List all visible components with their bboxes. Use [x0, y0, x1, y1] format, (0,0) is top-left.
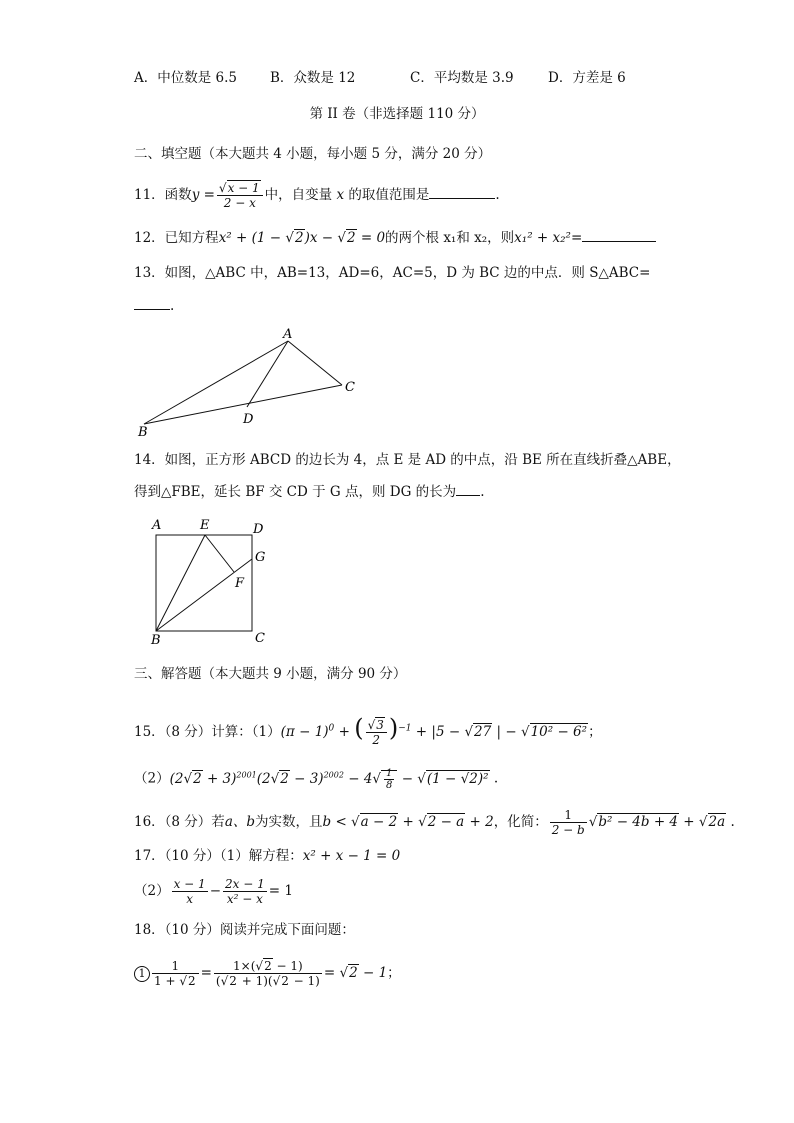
q18-fraction-right: $\frac{1\times(√2 - 1)}{(√2 + 1)(√2 - 1)}$: [215, 959, 320, 988]
q11-prefix: 11．函数: [134, 187, 192, 203]
q11-end: .: [495, 187, 500, 203]
q15-end: ；: [588, 724, 602, 740]
q15-expr2: $(2√2 + 3)^{2001}(2√2 - 3)^{2002} - 4√$ $\frac{1}{8}$ − √(1 − √2)²: [169, 767, 489, 791]
option-d: D．方差是 6: [548, 70, 626, 86]
q17-eq2-end: = 1: [268, 883, 293, 899]
q15-part2-prefix: （2）: [134, 770, 170, 787]
q13-answer-blank[interactable]: [134, 297, 170, 310]
question-11: [134, 178, 500, 212]
question-17-part2: （2） $\frac{x - 1}{x}$ − $\frac{2x - 1}{\text{x² − x}}$ = 1: [134, 877, 293, 906]
option-a: A．中位数是 6.5: [134, 70, 238, 86]
q11-fraction: $\frac{√x - 1}{2 - x}$: [217, 181, 263, 210]
q17-fraction2: $\frac{2x - 1}{\text{x² − x}}$: [225, 877, 265, 906]
question-16: [134, 808, 735, 837]
option-b: B．众数是 12: [270, 70, 356, 86]
q12-mid: 的两个根 x₁和 x₂，则: [385, 230, 515, 246]
q12-expression: x₁² + x₂²: [514, 230, 571, 246]
q17-fraction1: $\frac{x - 1}{x}$: [173, 877, 206, 906]
fig14-label-f: F: [235, 576, 245, 591]
q12-end: =: [570, 230, 583, 246]
fig14-label-d: D: [253, 522, 264, 537]
question-14-line2: [134, 482, 484, 502]
section3-heading: 三、解答题（本大题共 9 小题，满分 90 分）: [134, 666, 407, 682]
fig14-label-c: C: [255, 631, 265, 646]
fig14-label-a: A: [152, 518, 162, 533]
q18-end: ；: [387, 965, 401, 981]
fig14-label-e: E: [200, 518, 210, 533]
q15-expr1: $(\pi - 1)^0$ + ( $\frac{√3}{2}$ )$^{-1}$ + |5 − √27 | − √10² − 6²: [280, 714, 588, 747]
question-13: 13．如图，△ABC 中，AB=13，AD=6，AC=5，D 为 BC 边的中点．则 S△ABC=: [134, 265, 651, 281]
q18-fraction-left: $\frac{1}{1 + √2}$: [152, 959, 199, 988]
q16-vars: a、b: [224, 814, 256, 830]
q11-var: x: [336, 187, 345, 203]
question-15: [134, 710, 602, 750]
fig13-label-a: A: [283, 327, 293, 342]
figure-13-triangle: [130, 325, 370, 440]
q16-condition: b < √a − 2 + √2 − a + 2: [322, 814, 494, 830]
part2-title: 第 II 卷（非选择题 110 分）: [309, 106, 485, 122]
q14-end: .: [480, 484, 485, 500]
fig14-label-b: B: [151, 633, 161, 647]
q17-eq1: x² + x − 1 = 0: [302, 848, 401, 864]
q12-equation: x² + (1 − √2)x − √2 = 0: [218, 230, 386, 246]
fig13-label-c: C: [345, 380, 355, 395]
q14-answer-blank[interactable]: [456, 483, 480, 496]
q16-mid2: ，化简：: [493, 814, 548, 830]
q16-fraction: $\frac{1}{2 - b}$: [551, 808, 585, 837]
figure-14-square: [145, 515, 275, 647]
q17-part2-prefix: （2）: [134, 883, 170, 899]
option-c: C．平均数是 3.9: [410, 70, 514, 86]
q12-prefix: 12．已知方程: [134, 230, 219, 246]
q18-result: = √2 − 1: [323, 965, 388, 981]
q11-suffix: 的取值范围是: [348, 187, 430, 203]
question-18: 18．（10 分）阅读并完成下面问题：: [134, 922, 355, 938]
question-15-part2: [134, 765, 498, 791]
fig13-label-d: D: [243, 412, 254, 427]
q16-mid: 为实数，且: [255, 814, 323, 830]
q16-expression: √b² − 4b + 4 + √2a: [588, 814, 726, 830]
question-13-line2: [134, 296, 174, 316]
q11-function: y =: [191, 187, 215, 203]
q15-prefix: 15．（8 分）计算：（1）: [134, 724, 281, 740]
fig14-label-g: G: [255, 550, 266, 565]
q12-answer-blank[interactable]: [582, 229, 656, 242]
question-17: [134, 846, 400, 866]
question-12: [134, 228, 656, 248]
q14-line2: 得到△FBE，延长 BF 交 CD 于 G 点，则 DG 的长为: [134, 484, 457, 500]
q11-mid: 中，自变量: [264, 187, 333, 203]
q13-end: .: [170, 298, 175, 314]
q16-prefix: 16．（8 分）若: [134, 814, 225, 830]
q17-line1: 17．（10 分）（1）解方程：: [134, 848, 303, 864]
q15-part2-end: .: [493, 770, 499, 787]
question-18-example: 1 $\frac{1}{1 + √2}$ = $\frac{1\times(√2 - 1)}{(√2 + 1)(√2 - 1)}$ = √2 − 1；: [134, 950, 401, 996]
q18-circle-number: 1: [134, 966, 150, 982]
q11-answer-blank[interactable]: [429, 186, 495, 199]
question-14: 14．如图，正方形 ABCD 的边长为 4，点 E 是 AD 的中点，沿 BE 所在直线折叠△ABE，: [134, 452, 681, 468]
fig13-label-b: B: [138, 425, 148, 440]
section2-heading: 二、填空题（本大题共 4 小题，每小题 5 分，满分 20 分）: [134, 146, 492, 162]
q16-end: .: [730, 814, 735, 830]
